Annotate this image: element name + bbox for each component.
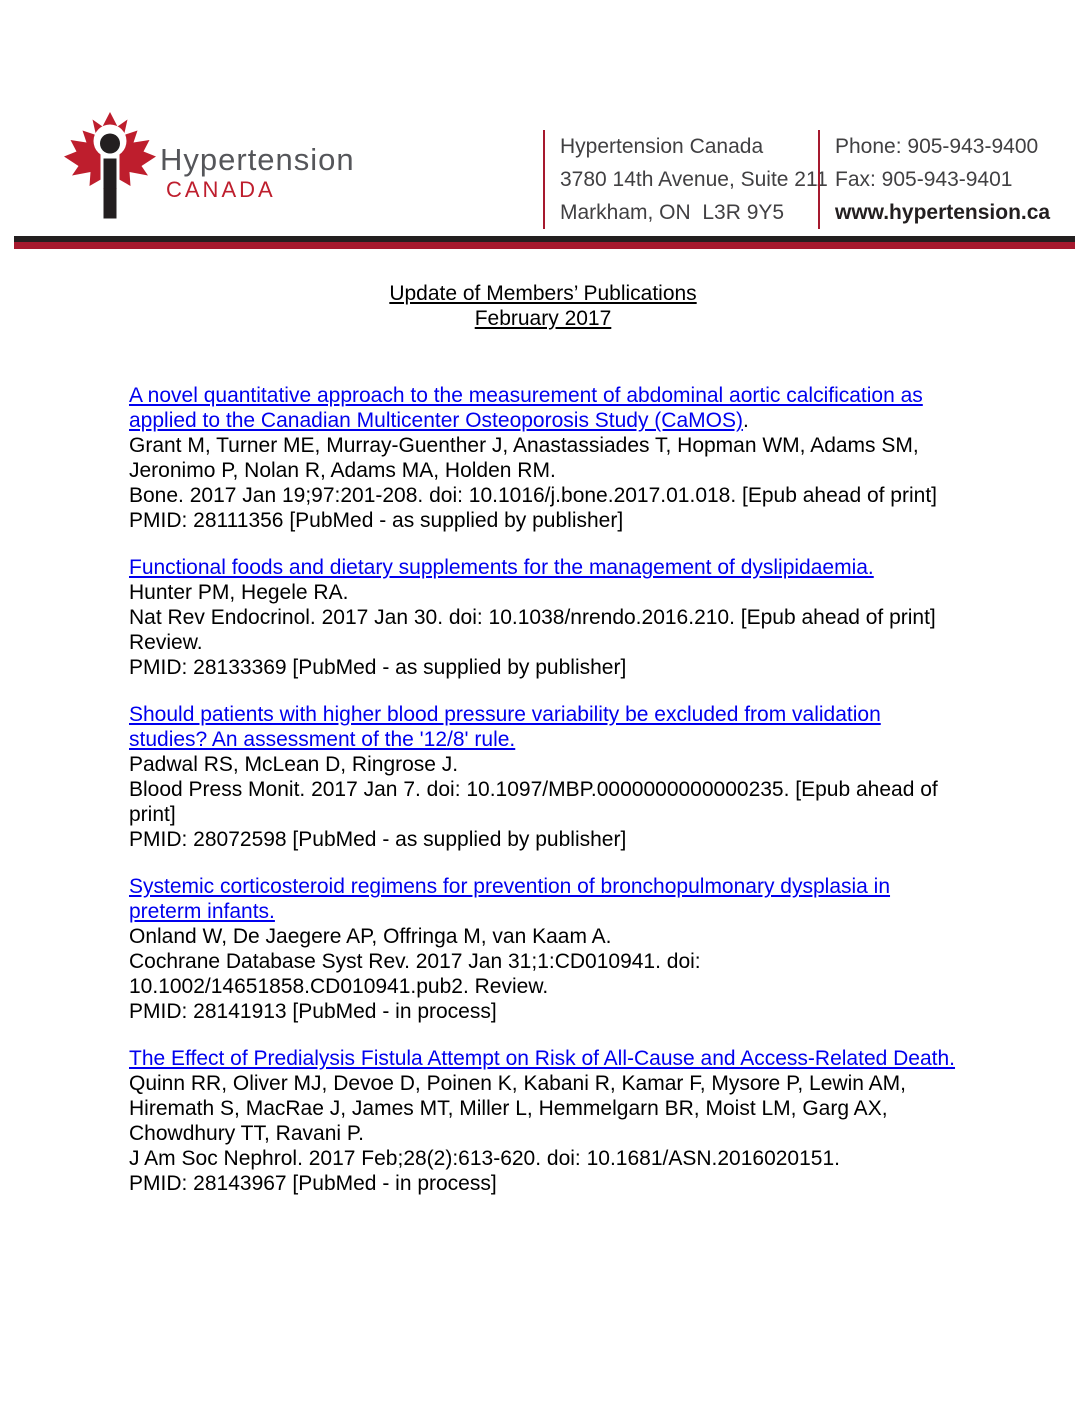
person-head-icon bbox=[100, 134, 120, 154]
publication-title-link[interactable]: A novel quantitative approach to the measurement of abdominal aortic calcification as applied to the Canadian Multicenter Osteoporosis Study (CaMOS) bbox=[129, 384, 923, 432]
publication-title-link[interactable]: The Effect of Predialysis Fistula Attempt on Risk of All-Cause and Access-Related Death. bbox=[129, 1047, 956, 1070]
publication-entry bbox=[129, 383, 957, 533]
publication-title bbox=[129, 383, 957, 433]
publication-pmid: PMID: 28143967 [PubMed - in process] bbox=[129, 1172, 497, 1195]
document-title-line-2: February 2017 bbox=[474, 307, 612, 330]
publication-pmid: PMID: 28111356 [PubMed - as supplied by publisher] bbox=[129, 509, 624, 532]
publication-title-link[interactable]: Functional foods and dietary supplements for the management of dyslipidaemia. bbox=[129, 556, 874, 579]
publication-title-suffix: . bbox=[742, 409, 749, 432]
publication-authors: Grant M, Turner ME, Murray-Guenther J, Anastassiades T, Hopman WM, Adams SM, Jeronimo P, Nolan R, Adams MA, Holden RM. bbox=[129, 434, 919, 482]
publications-list bbox=[129, 383, 957, 1196]
address-block bbox=[543, 130, 828, 229]
publication-authors: Onland W, De Jaegere AP, Offringa M, van Kaam A. bbox=[129, 925, 612, 948]
publication-citation: Cochrane Database Syst Rev. 2017 Jan 31;1:CD010941. doi: 10.1002/14651858.CD010941.pub2. Review. bbox=[129, 950, 701, 998]
hypertension-canada-logo bbox=[57, 110, 163, 222]
publication-title bbox=[129, 555, 957, 580]
phone-block bbox=[818, 130, 1050, 229]
publication-authors: Quinn RR, Oliver MJ, Devoe D, Poinen K, Kabani R, Kamar F, Mysore P, Lewin AM, Hiremath S, MacRae J, James MT, Miller L, Hemmelgarn BR, Moist LM, Garg AX, Chowdhury TT, Ravani P. bbox=[129, 1072, 906, 1145]
publication-citation: Bone. 2017 Jan 19;97:201-208. doi: 10.1016/j.bone.2017.01.018. [Epub ahead of print] bbox=[129, 484, 937, 507]
publication-entry bbox=[129, 702, 957, 852]
fax-number: Fax: 905-943-9401 bbox=[835, 168, 1013, 191]
document-title-line-1: Update of Members’ Publications bbox=[389, 282, 697, 305]
address-line-2: Markham, ON L3R 9Y5 bbox=[560, 201, 785, 224]
publication-citation: Blood Press Monit. 2017 Jan 7. doi: 10.1097/MBP.0000000000000235. [Epub ahead of print] bbox=[129, 778, 938, 826]
brand-name: Hypertension bbox=[160, 142, 355, 177]
divider-red-bar bbox=[14, 242, 1075, 249]
brand-country: CANADA bbox=[166, 177, 276, 202]
publication-pmid: PMID: 28133369 [PubMed - as supplied by publisher] bbox=[129, 656, 627, 679]
publication-citation: J Am Soc Nephrol. 2017 Feb;28(2):613-620. doi: 10.1681/ASN.2016020151. bbox=[129, 1147, 840, 1170]
website-url: www.hypertension.ca bbox=[835, 201, 1051, 224]
publication-pmid: PMID: 28141913 [PubMed - in process] bbox=[129, 1000, 497, 1023]
publication-title bbox=[129, 702, 957, 752]
publication-title bbox=[129, 1046, 957, 1071]
publication-authors: Padwal RS, McLean D, Ringrose J. bbox=[129, 753, 459, 776]
org-name: Hypertension Canada bbox=[560, 135, 764, 158]
document-title bbox=[129, 281, 957, 331]
brand-wordmark bbox=[160, 143, 355, 203]
phone-number: Phone: 905-943-9400 bbox=[835, 135, 1039, 158]
publication-entry bbox=[129, 874, 957, 1024]
publication-title-link[interactable]: Systemic corticosteroid regimens for prevention of bronchopulmonary dysplasia in preterm infants. bbox=[129, 875, 891, 923]
publication-pmid: PMID: 28072598 [PubMed - as supplied by publisher] bbox=[129, 828, 627, 851]
document-content bbox=[129, 281, 957, 1218]
publication-entry bbox=[129, 555, 957, 680]
letterhead-divider bbox=[14, 236, 1075, 249]
address-line-1: 3780 14th Avenue, Suite 211 bbox=[560, 168, 828, 191]
publication-title bbox=[129, 874, 957, 924]
publication-citation: Nat Rev Endocrinol. 2017 Jan 30. doi: 10.1038/nrendo.2016.210. [Epub ahead of print] Review. bbox=[129, 606, 936, 654]
publication-title-link[interactable]: Should patients with higher blood pressure variability be excluded from validation studies? An assessment of the '12/8' rule. bbox=[129, 703, 881, 751]
publication-entry bbox=[129, 1046, 957, 1196]
person-body-icon bbox=[104, 159, 117, 219]
publication-authors: Hunter PM, Hegele RA. bbox=[129, 581, 349, 604]
